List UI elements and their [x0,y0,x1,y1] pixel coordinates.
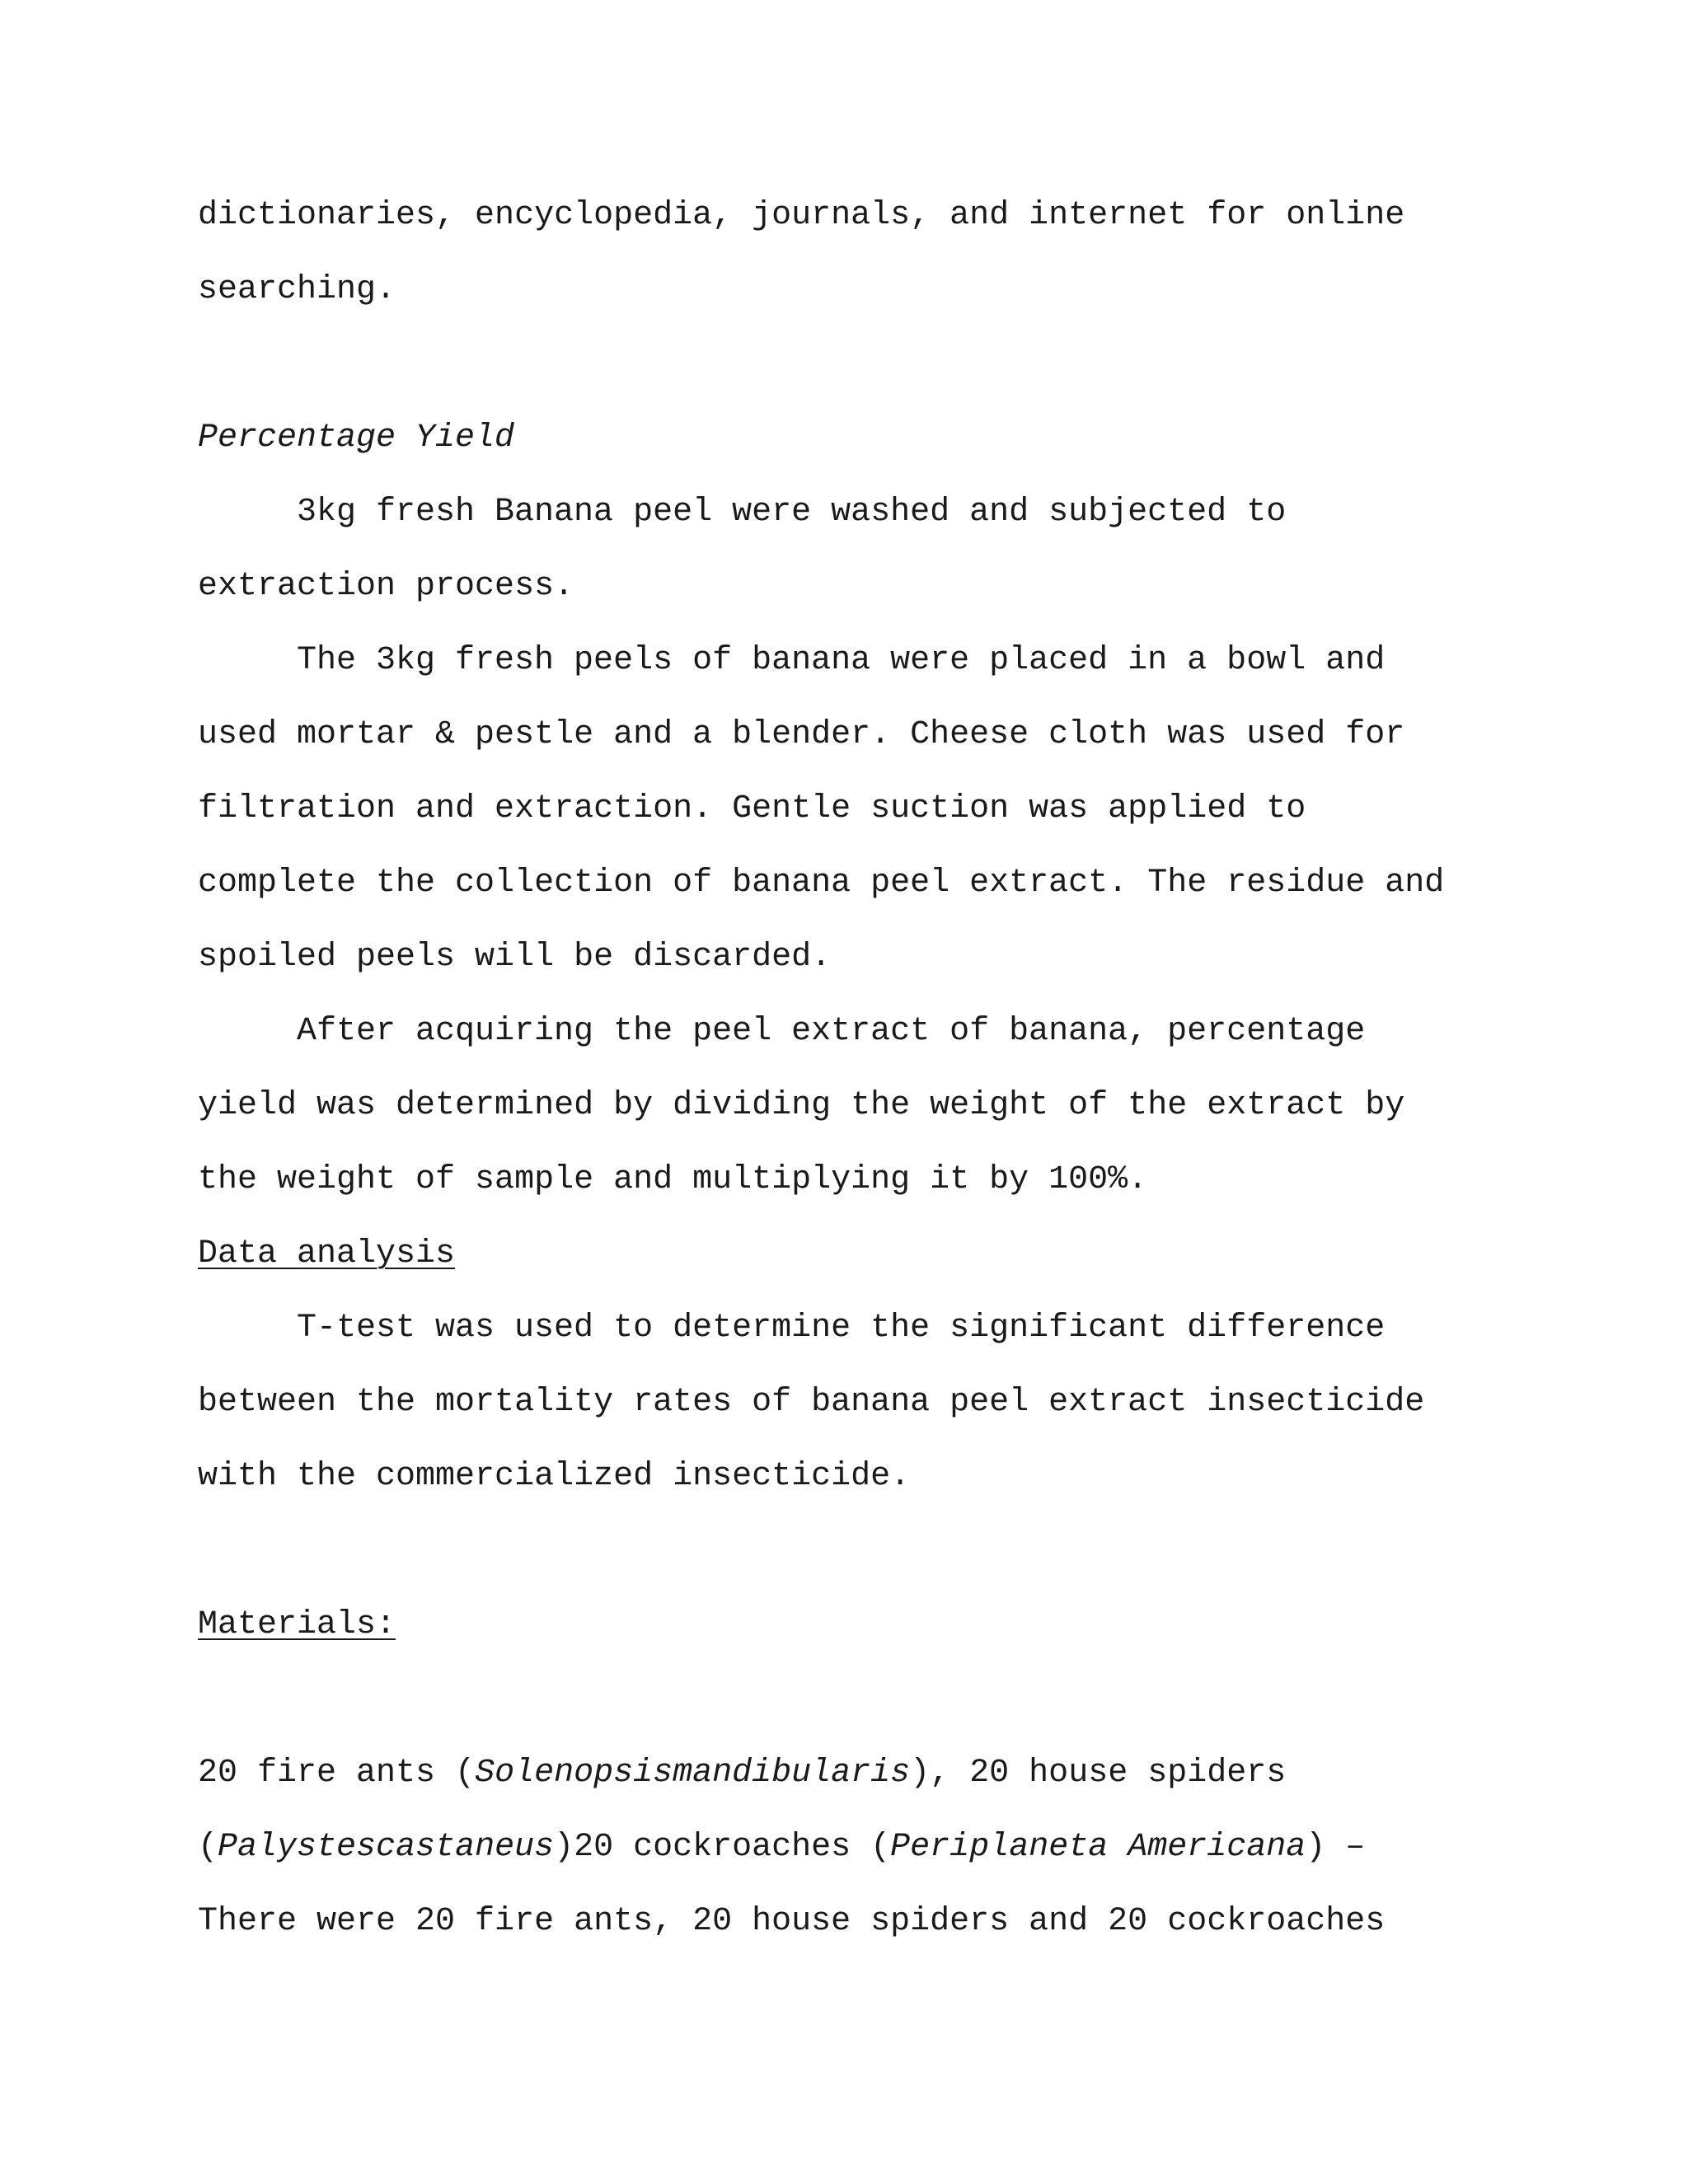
heading-percentage-yield: Percentage Yield [198,419,515,457]
heading-data-analysis: Data analysis [198,1235,456,1272]
yield-p1-line-1: 3kg fresh Banana peel were washed and subjected to [297,494,1287,531]
species-name-fire-ant: Solenopsismandibularis [475,1755,911,1792]
yield-p2-line-2: used mortar & pestle and a blender. Cheese cloth was used for [198,716,1405,753]
yield-p2-line-4: complete the collection of banana peel extract. The residue and [198,865,1445,902]
materials-line-1-part-a: 20 fire ants ( [198,1755,476,1792]
species-name-house-spider: Palystescastaneus [218,1829,555,1866]
materials-line-2-part-a: ( [198,1829,218,1866]
yield-p2-line-1: The 3kg fresh peels of banana were placed in a bowl and [297,642,1386,679]
intro-line-2: searching. [198,271,396,308]
materials-line-1 [198,1754,1286,1793]
analysis-p1-line-1: T-test was used to determine the significant difference [297,1310,1386,1347]
yield-p3-line-1: After acquiring the peel extract of banana, percentage [297,1013,1366,1050]
materials-line-2-part-c: )20 cockroaches ( [554,1829,891,1866]
analysis-p1-line-2: between the mortality rates of banana peel extract insecticide [198,1384,1425,1421]
yield-p2-line-3: filtration and extraction. Gentle suction was applied to [198,790,1306,827]
yield-p3-line-3: the weight of sample and multiplying it by 100%. [198,1161,1148,1198]
materials-line-1-part-c: ), 20 house spiders [910,1755,1287,1792]
analysis-p1-line-3: with the commercialized insecticide. [198,1458,911,1495]
materials-line-2-part-e: ) – [1306,1829,1366,1866]
yield-p3-line-2: yield was determined by dividing the weight of the extract by [198,1087,1405,1124]
yield-p1-line-2: extraction process. [198,568,574,605]
materials-line-2 [198,1828,1365,1868]
intro-line-1: dictionaries, encyclopedia, journals, and internet for online [198,197,1405,234]
species-name-cockroach: Periplaneta Americana [890,1829,1306,1866]
yield-p2-line-5: spoiled peels will be discarded. [198,939,832,976]
heading-materials: Materials: [198,1606,396,1643]
materials-line-3: There were 20 fire ants, 20 house spiders and 20 cockroaches [198,1903,1386,1940]
